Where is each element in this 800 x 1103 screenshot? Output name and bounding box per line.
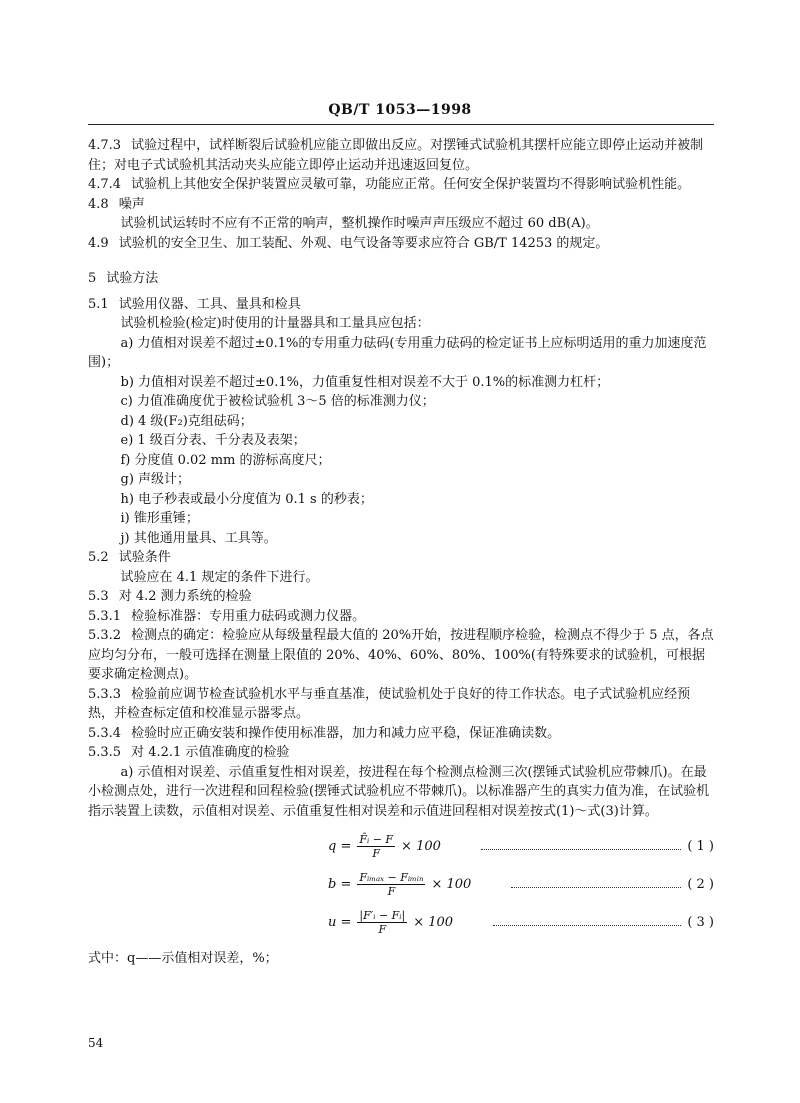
formula-1: q = $\frac{\text{F̄ᵢ − F}}{F}$ × 100 ( 1 ) <box>328 832 714 860</box>
formula-2: b = $\frac{\text{Fᵢₘₐₓ − Fᵢₘᵢₙ}}{F}$ × 100 ( 2 ) <box>328 870 714 898</box>
clause-5-3-5: 5.3.5 对 4.2.1 示值准确度的检验 <box>88 745 290 760</box>
clause-4-7-3: 4.7.3 试验过程中，试样断裂后试验机应能立即做出反应。对摆锤式试验机其摆杆应能立即停止运动并被制住；对电子式试验机其活动夹头应能立即停止运动并迅速返回复位。 <box>88 138 704 173</box>
page-header: QB/T 1053—1998 <box>328 102 472 118</box>
list-item-i: i) 锥形重锤； <box>120 511 199 526</box>
list-item-e: e) 1 级百分表、千分表及表架； <box>120 433 306 448</box>
list-item-d: d) 4 级(F₂)克组砝码； <box>120 413 253 429</box>
page-number: 54 <box>88 1036 104 1050</box>
document-body <box>88 136 714 969</box>
clause-5-1: 5.1 试验用仪器、工具、量具和检具 <box>88 296 301 312</box>
clause-5-3-5-a: a) 示值相对误差、示值重复性相对误差，按进程在每个检测点检测三次(摆锤式试验机应带棘爪)。在最小检测点处，进行一次进程和回程检验(摆锤式试验机应不带棘爪)。以标准器产生的真实力值为准，在试验机指示装置上读数，示值相对误差、示值重复性相对误差和示值进回程相对误差按式(1)～式(3)计算。 <box>88 764 710 819</box>
formula-block <box>88 831 714 941</box>
clause-5-3-4: 5.3.4 检验时应正确安装和操作使用标准器，加力和减力应平稳，保证准确读数。 <box>88 725 561 741</box>
clause-5-1-intro: 试验机检验(检定)时使用的计量器具和工量具应包括： <box>120 316 430 331</box>
formula-legend: 式中：q——示值相对误差，%； <box>88 951 278 966</box>
list-item-a: a) 力值相对误差不超过±0.1%的专用重力砝码(专用重力砝码的检定证书上应标明适用的重力加速度范围)； <box>88 335 707 370</box>
clause-4-8: 4.8 噪声 <box>88 196 145 212</box>
clause-5-2: 5.2 试验条件 <box>88 550 171 565</box>
list-item-b: b) 力值相对误差不超过±0.1%，力值重复性相对误差不大于 0.1%的标准测力杠杆； <box>120 374 610 390</box>
clause-4-9: 4.9 试验机的安全卫生、加工装配、外观、电气设备等要求应符合 GB/T 14253 的规定。 <box>88 235 609 251</box>
clause-4-8-body: 试验机试运转时不应有不正常的响声，整机操作时噪声声压级应不超过 60 dB(A)。 <box>120 216 599 231</box>
clause-5-2-body: 试验应在 4.1 规定的条件下进行。 <box>120 569 319 585</box>
list-item-g: g) 声级计； <box>120 472 191 487</box>
clause-5-3-1: 5.3.1 检验标准器：专用重力砝码或测力仪器。 <box>88 608 366 624</box>
list-item-c: c) 力值准确度优于被检试验机 3～5 倍的标准测力仪； <box>120 394 435 409</box>
header-rule <box>88 124 714 125</box>
list-item-f: f) 分度值 0.02 mm 的游标高度尺； <box>120 452 331 468</box>
clause-5-3-2: 5.3.2 检测点的确定：检验应从每级量程最大值的 20%开始，按进程顺序检验，检测点不得少于 5 点，各点应均匀分布，一般可选择在测量上限值的 20%、40%、60%、80%、100%(有特殊要求的试验机，可根据要求确定检测点)。 <box>88 628 714 682</box>
clause-4-7-4: 4.7.4 试验机上其他安全保护装置应灵敏可靠，功能应正常。任何安全保护装置均不得影响试验机性能。 <box>88 177 691 192</box>
formula-3: u = $\frac{\text{|F′ᵢ − Fᵢ|}}{F}$ × 100 ( 3 ) <box>328 908 714 936</box>
clause-5-3: 5.3 对 4.2 测力系统的检验 <box>88 589 252 604</box>
clause-5-3-3: 5.3.3 检验前应调节检查试验机水平与垂直基准，使试验机处于良好的待工作状态。电子式试验机应经预热，并检查标定值和校准显示器零点。 <box>88 686 691 721</box>
section-5-heading: 5 试验方法 <box>88 271 159 286</box>
list-item-j: j) 其他通用量具、工具等。 <box>120 530 277 546</box>
list-item-h: h) 电子秒表或最小分度值为 0.1 s 的秒表； <box>120 491 373 507</box>
